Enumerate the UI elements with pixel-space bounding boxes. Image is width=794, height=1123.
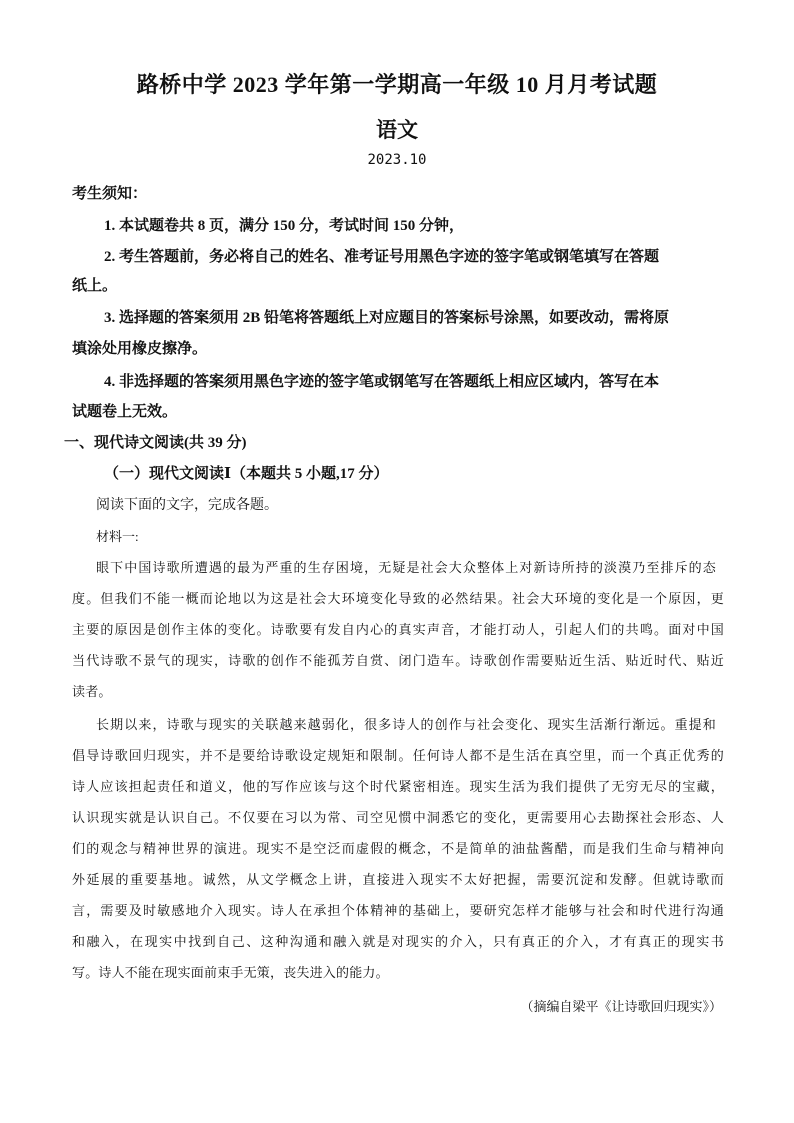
subsection-heading: （一）现代文阅读Ⅰ（本题共 5 小题,17 分） bbox=[104, 466, 389, 482]
passage-line: 们的观念与精神世界的演进。现实不是空泛而虚假的概念，不是简单的油盐酱醋，而是我们生命与精神向 bbox=[72, 841, 724, 856]
passage-line: 度。但我们不能一概而论地以为这是社会大环境变化导致的必然结果。社会大环境的变化是一个原因，更 bbox=[72, 591, 724, 606]
passage-line: 诗人应该担起责任和道义，他的写作应该与这个时代紧密相连。现实生活为我们提供了无穷无尽的宝藏， bbox=[72, 779, 724, 794]
passage-line: 言，需要及时敏感地介入现实。诗人在承担个体精神的基础上，要研究怎样才能够与社会和时代进行沟通 bbox=[72, 903, 724, 918]
passage-line: 写。诗人不能在现实面前束手无策，丧失进入的能力。 bbox=[72, 965, 389, 980]
notice-item: 3. 选择题的答案须用 2B 铅笔将答题纸上对应题目的答案标号涂黑，如要改动，需将原 bbox=[104, 310, 670, 326]
exam-title: 路桥中学 2023 学年第一学期高一年级 10 月月考试题 bbox=[136, 72, 658, 97]
passage-line: 长期以来，诗歌与现实的关联越来越弱化，很多诗人的创作与社会变化、现实生活渐行渐远。重提和 bbox=[96, 717, 716, 732]
subject-title: 语文 bbox=[376, 118, 418, 142]
passage-line: 主要的原因是创作主体的变化。诗歌要有发自内心的真实声音，才能打动人，引起人们的共鸣。面对中国 bbox=[72, 622, 724, 637]
material-label: 材料一: bbox=[96, 529, 139, 544]
passage-line: 和融入，在现实中找到自己、这种沟通和融入就是对现实的介入，只有真正的介入，才有真正的现实书 bbox=[72, 934, 724, 949]
passage-line: 眼下中国诗歌所遭遇的最为严重的生存困境，无疑是社会大众整体上对新诗所持的淡漠乃至排斥的态 bbox=[96, 560, 716, 575]
notice-item: 填涂处用橡皮擦净。 bbox=[72, 341, 208, 357]
passage-line: 当代诗歌不景气的现实，诗歌的创作不能孤芳自赏、闭门造车。诗歌创作需要贴近生活、贴近时代、贴近 bbox=[72, 653, 724, 668]
passage-line: 认识现实就是认识自己。不仅要在习以为常、司空见惯中洞悉它的变化，更需要用心去勘探社会形态、人 bbox=[72, 810, 724, 825]
passage-line: 读者。 bbox=[72, 684, 112, 699]
notice-item: 纸上。 bbox=[72, 278, 118, 294]
section-heading: 一、现代诗文阅读(共 39 分) bbox=[64, 435, 247, 451]
notice-heading: 考生须知： bbox=[72, 186, 148, 202]
notice-item: 2. 考生答题前，务必将自己的姓名、准考证号用黑色字迹的签字笔或钢笔填写在答题 bbox=[104, 249, 660, 265]
notice-item: 4. 非选择题的答案须用黑色字迹的签字笔或钢笔写在答题纸上相应区域内，答写在本 bbox=[104, 374, 660, 390]
passage-line: 外延展的重要基地。诚然，从文学概念上讲，直接进入现实不太好把握，需要沉淀和发酵。但就诗歌而 bbox=[72, 872, 724, 887]
exam-date: 2023.10 bbox=[367, 152, 427, 168]
reading-instruction: 阅读下面的文字，完成各题。 bbox=[96, 498, 278, 513]
passage-source: （摘编自梁平《让诗歌回归现实》） bbox=[520, 999, 722, 1014]
notice-item: 1. 本试题卷共 8 页，满分 150 分，考试时间 150 分钟， bbox=[104, 218, 465, 234]
notice-item: 试题卷上无效。 bbox=[72, 404, 178, 420]
passage-line: 倡导诗歌回归现实，并不是要给诗歌设定规矩和限制。任何诗人都不是生活在真空里，而一个真正优秀的 bbox=[72, 748, 724, 763]
